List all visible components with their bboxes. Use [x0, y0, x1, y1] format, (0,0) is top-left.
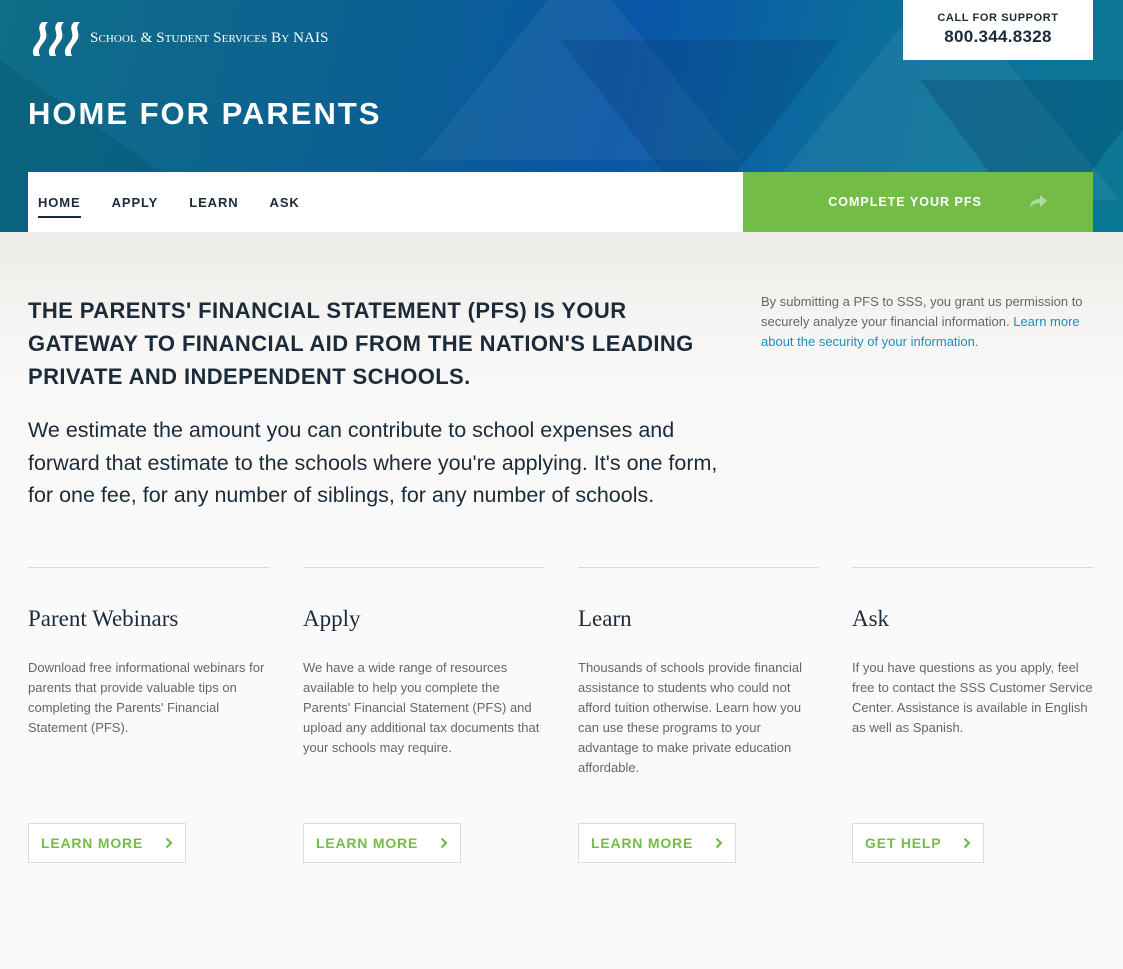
- security-note: [761, 292, 1101, 352]
- learn-more-button[interactable]: [303, 823, 461, 863]
- chevron-right-icon: [715, 837, 723, 849]
- card-text: Download free informational webinars for parents that provide valuable tips on completing the Parents' Financial Statement (PFS).: [28, 660, 265, 735]
- card-title: Apply: [303, 606, 361, 631]
- card-apply: [303, 567, 544, 867]
- chevron-right-icon: [165, 837, 173, 849]
- arrow-right-icon: [1028, 194, 1048, 210]
- button-label: LEARN MORE: [591, 835, 694, 851]
- learn-more-button[interactable]: [28, 823, 186, 863]
- card-ask: [852, 567, 1093, 867]
- learn-more-button[interactable]: [578, 823, 736, 863]
- security-link[interactable]: Learn more about the security of your information.: [761, 314, 1080, 349]
- nav-item-apply[interactable]: APPLY: [111, 194, 159, 210]
- page-title: HOME FOR PARENTS: [28, 96, 382, 131]
- site-logo[interactable]: [28, 18, 329, 58]
- intro-text: We estimate the amount you can contribute to school expenses and forward that estimate to the schools where you're applying. It's one form, for one fee, for any number of siblings, for any number of schools.: [28, 418, 718, 507]
- logo-text: School & Student Services By NAIS: [90, 29, 329, 46]
- support-label: CALL FOR SUPPORT: [937, 12, 1059, 24]
- chevron-right-icon: [963, 837, 971, 849]
- card-parent-webinars: [28, 567, 269, 867]
- headline: THE PARENTS' FINANCIAL STATEMENT (PFS) IS YOUR GATEWAY TO FINANCIAL AID FROM THE NATION'S LEADING PRIVATE AND INDEPENDENT SCHOOLS.: [28, 298, 694, 389]
- support-phone[interactable]: 800.344.8328: [944, 27, 1052, 46]
- nav-item-home[interactable]: HOME: [38, 189, 81, 216]
- complete-pfs-label: COMPLETE YOUR PFS: [828, 195, 982, 209]
- card-title: Ask: [852, 606, 890, 631]
- card-learn: [578, 567, 819, 867]
- security-note-text: By submitting a PFS to SSS, you grant us permission to securely analyze your financial information.: [761, 294, 1083, 329]
- complete-pfs-button[interactable]: [743, 172, 1093, 232]
- nav-item-learn[interactable]: LEARN: [189, 194, 239, 210]
- main-nav: [28, 172, 743, 232]
- card-title: Parent Webinars: [28, 606, 179, 631]
- card-text: Thousands of schools provide financial assistance to students who could not afford tuition otherwise. Learn how you can use these programs to your advantage to make private education affordable.: [578, 660, 803, 775]
- card-text: We have a wide range of resources available to help you complete the Parents' Financial Statement (PFS) and upload any additional tax documents that your schools may require.: [303, 660, 540, 755]
- button-label: LEARN MORE: [41, 835, 144, 851]
- header-hero: [0, 0, 1123, 232]
- sss-logo-icon: [28, 18, 84, 58]
- nav-item-ask[interactable]: ASK: [269, 194, 300, 210]
- get-help-button[interactable]: [852, 823, 984, 863]
- button-label: LEARN MORE: [316, 835, 419, 851]
- support-box: [903, 0, 1093, 60]
- chevron-right-icon: [440, 837, 448, 849]
- card-text: If you have questions as you apply, feel free to contact the SSS Customer Service Center. Assistance is available in English as well as Spanish.: [852, 660, 1093, 735]
- card-title: Learn: [578, 606, 632, 631]
- button-label: GET HELP: [865, 835, 942, 851]
